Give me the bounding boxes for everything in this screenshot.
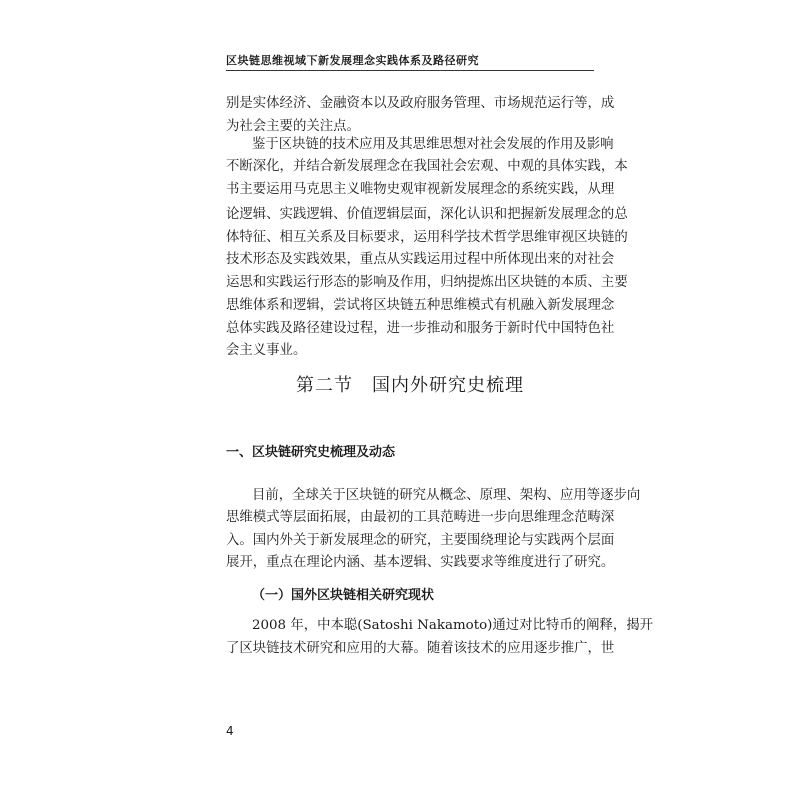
paragraph-2-line-8: 思维体系和逻辑，尝试将区块链五种思维模式有机融入新发展理念 — [226, 298, 615, 313]
paragraph-2-line-5: 体特征、相互关系及目标要求，运用科学技术哲学思维审视区块链的 — [226, 230, 628, 245]
running-head: 区块链思维视域下新发展理念实践体系及路径研究 — [226, 54, 479, 67]
heading-level-1: 一、区块链研究史梳理及动态 — [226, 445, 396, 460]
page-number: 4 — [226, 724, 234, 738]
paragraph-2-line-4: 论逻辑、实践逻辑、价值逻辑层面，深化认识和把握新发展理念的总 — [226, 207, 628, 222]
paragraph-2-line-6: 技术形态及实践效果，重点从实践运用过程中所体现出来的对社会 — [226, 252, 615, 267]
heading-level-2: （一）国外区块链相关研究现状 — [252, 588, 435, 603]
paragraph-3-line-4: 展开，重点在理论内涵、基本逻辑、实践要求等维度进行了研究。 — [226, 555, 615, 570]
paragraph-2-line-1: 鉴于区块链的技术应用及其思维思想对社会发展的作用及影响 — [252, 137, 614, 152]
paragraph-2-line-7: 运思和实践运行形态的影响及作用，归纳提炼出区块链的本质、主要 — [226, 275, 628, 290]
paragraph-1-line-2: 为社会主要的关注点。 — [226, 119, 360, 134]
paragraph-4-line-1: 2008 年，中本聪(Satoshi Nakamoto)通过对比特币的阐释，揭开 — [252, 618, 654, 633]
header-rule — [226, 70, 594, 71]
paragraph-2-line-3: 书主要运用马克思主义唯物史观审视新发展理念的系统实践，从理 — [226, 182, 615, 197]
paragraph-3-line-1: 目前，全球关于区块链的研究从概念、原理、架构、应用等逐步向 — [252, 488, 641, 503]
paragraph-2-line-10: 会主义事业。 — [226, 343, 307, 358]
paragraph-3-line-2: 思维模式等层面拓展，由最初的工具范畴进一步向思维理念范畴深 — [226, 510, 615, 525]
paragraph-4-line-2: 了区块链技术研究和应用的大幕。随着该技术的应用逐步推广，世 — [226, 641, 615, 656]
paragraph-3-line-3: 入。国内外关于新发展理念的研究，主要围绕理论与实践两个层面 — [226, 533, 615, 548]
paragraph-2-line-2: 不断深化，并结合新发展理念在我国社会宏观、中观的具体实践，本 — [226, 159, 628, 174]
paragraph-2-line-9: 总体实践及路径建设过程，进一步推动和服务于新时代中国特色社 — [226, 321, 615, 336]
section-title: 第二节 国内外研究史梳理 — [296, 375, 524, 396]
paragraph-1-line-1: 别是实体经济、金融资本以及政府服务管理、市场规范运行等，成 — [226, 96, 615, 111]
